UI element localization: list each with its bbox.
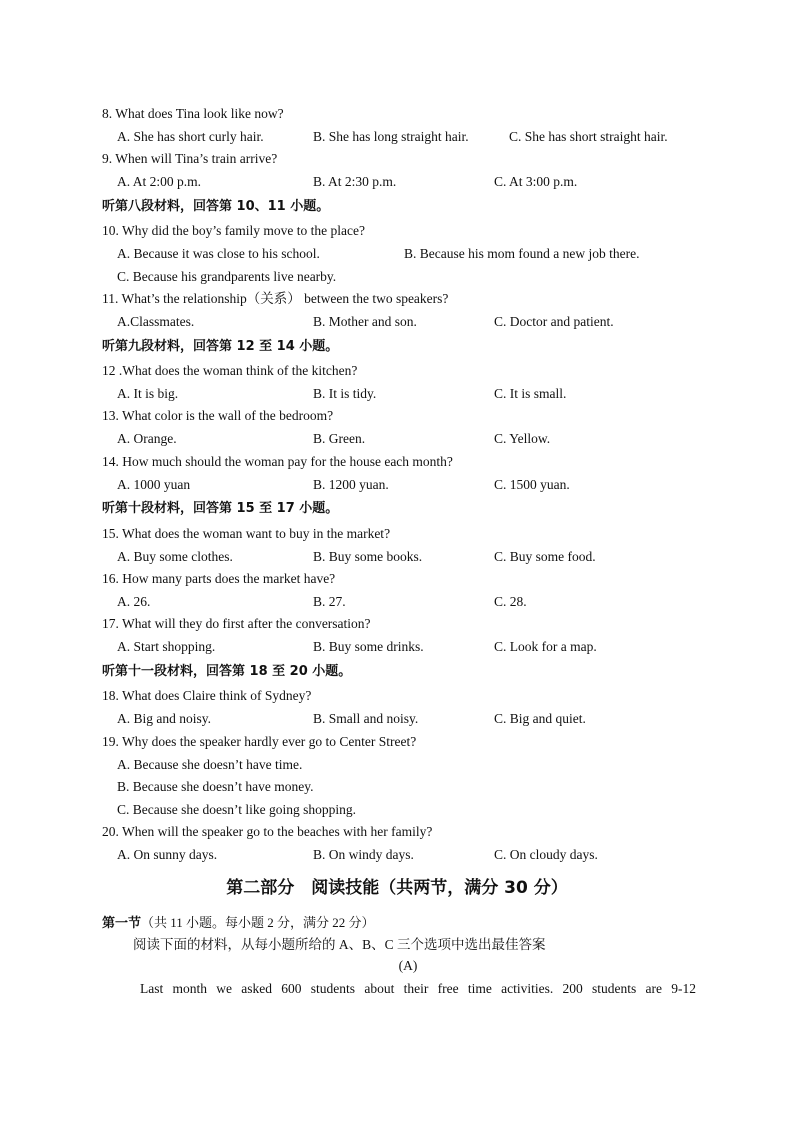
option-14b: B. 1200 yuan. <box>313 477 389 492</box>
option-11c: C. Doctor and patient. <box>494 314 614 329</box>
reading-instruction: 阅读下面的材料，从每小题所给的 A、B、C 三个选项中选出最佳答案 <box>133 937 546 952</box>
option-9b: B. At 2:30 p.m. <box>313 174 397 189</box>
option-20a: A. On sunny days. <box>117 847 218 862</box>
option-13c: C. Yellow. <box>494 431 551 446</box>
passage-first-line: Last month we asked 600 students about their free time activities. 200 students are 9-12 <box>140 981 696 996</box>
option-12b: B. It is tidy. <box>313 386 377 401</box>
option-12a: A. It is big. <box>117 386 179 401</box>
option-8b: B. She has long straight hair. <box>313 129 469 144</box>
question-19: 19. Why does the speaker hardly ever go to Center Street? <box>102 734 417 749</box>
question-10: 10. Why did the boy’s family move to the place? <box>102 223 365 238</box>
question-9: 9. When will Tina’s train arrive? <box>102 151 278 166</box>
option-16b: B. 27. <box>313 594 346 609</box>
option-19b: B. Because she doesn’t have money. <box>117 779 314 794</box>
option-18b: B. Small and noisy. <box>313 711 419 726</box>
option-16c: C. 28. <box>494 594 527 609</box>
question-17: 17. What will they do first after the conversation? <box>102 616 371 631</box>
option-19a: A. Because she doesn’t have time. <box>117 757 303 772</box>
option-10c: C. Because his grandparents live nearby. <box>117 269 337 284</box>
question-14: 14. How much should the woman pay for the house each month? <box>102 454 453 469</box>
option-14a: A. 1000 yuan <box>117 477 191 492</box>
option-17b: B. Buy some drinks. <box>313 639 424 654</box>
option-13b: B. Green. <box>313 431 366 446</box>
part-two-title: 第二部分 阅读技能（共两节，满分 30 分） <box>226 878 568 898</box>
question-13: 13. What color is the wall of the bedroom? <box>102 408 334 423</box>
section-header-10: 听第十段材料，回答第 15 至 17 小题。 <box>102 501 339 516</box>
question-16: 16. How many parts does the market have? <box>102 571 336 586</box>
option-19c: C. Because she doesn’t like going shopping. <box>117 802 356 817</box>
option-9a: A. At 2:00 p.m. <box>117 174 202 189</box>
question-15: 15. What does the woman want to buy in the market? <box>102 526 391 541</box>
question-11: 11. What’s the relationship（关系） between the two speakers? <box>102 291 449 306</box>
option-18a: A. Big and noisy. <box>117 711 211 726</box>
option-15b: B. Buy some books. <box>313 549 423 564</box>
option-17c: C. Look for a map. <box>494 639 597 654</box>
option-14c: C. 1500 yuan. <box>494 477 570 492</box>
passage-label: (A) <box>398 958 418 973</box>
option-8c: C. She has short straight hair. <box>509 129 668 144</box>
option-13a: A. Orange. <box>117 431 177 446</box>
option-16a: A. 26. <box>117 594 151 609</box>
option-20b: B. On windy days. <box>313 847 414 862</box>
option-11a: A.Classmates. <box>117 314 195 329</box>
option-20c: C. On cloudy days. <box>494 847 598 862</box>
section-note: （共 11 小题。每小题 2 分，满分 22 分） <box>141 915 375 930</box>
option-15c: C. Buy some food. <box>494 549 596 564</box>
section-header-8: 听第八段材料，回答第 10、11 小题。 <box>102 199 330 214</box>
question-18: 18. What does Claire think of Sydney? <box>102 688 312 703</box>
option-10b: B. Because his mom found a new job there. <box>404 246 640 261</box>
question-8: 8. What does Tina look like now? <box>102 106 284 121</box>
question-20: 20. When will the speaker go to the beaches with her family? <box>102 824 433 839</box>
section-header-11: 听第十一段材料，回答第 18 至 20 小题。 <box>102 664 352 679</box>
option-11b: B. Mother and son. <box>313 314 417 329</box>
option-17a: A. Start shopping. <box>117 639 216 654</box>
option-12c: C. It is small. <box>494 386 567 401</box>
section-header-9: 听第九段材料，回答第 12 至 14 小题。 <box>102 339 339 354</box>
option-18c: C. Big and quiet. <box>494 711 586 726</box>
option-15a: A. Buy some clothes. <box>117 549 233 564</box>
option-9c: C. At 3:00 p.m. <box>494 174 578 189</box>
option-10a: A. Because it was close to his school. <box>117 246 320 261</box>
section-label: 第一节 <box>102 916 142 931</box>
question-12: 12 .What does the woman think of the kitchen? <box>102 363 358 378</box>
section-one-heading <box>102 914 375 933</box>
option-8a: A. She has short curly hair. <box>117 129 264 144</box>
